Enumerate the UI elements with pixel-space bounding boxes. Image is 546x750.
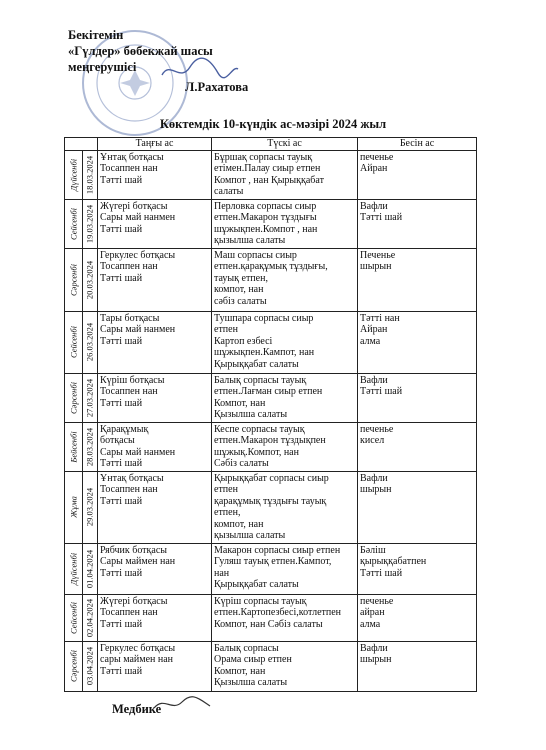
day-cell — [65, 199, 83, 248]
breakfast-cell — [98, 248, 212, 311]
day-cell — [65, 373, 83, 422]
lunch-item: Балық сорпасы тауық — [214, 374, 307, 386]
breakfast-item: Тәтті шай — [100, 272, 143, 284]
snack-item: Тәтті шай — [360, 386, 403, 397]
snack-cell — [358, 594, 477, 641]
lunch-item: етпен, — [214, 507, 241, 518]
day-label: Сәрсенбі — [67, 381, 78, 414]
lunch-item: Қызылша салаты — [214, 409, 288, 420]
lunch-item: Орама сиыр етпен — [214, 654, 292, 665]
date-cell — [83, 471, 98, 543]
date-label: 28.03.2024 — [84, 427, 95, 466]
breakfast-item: Тосаппен нан — [100, 484, 158, 495]
header-cell-breakfast: Таңғы ас — [98, 138, 212, 151]
nurse-label: Медбике — [112, 702, 162, 716]
snack-item: Тәтті шай — [360, 212, 403, 223]
lunch-cell — [212, 422, 358, 471]
lunch-item: етпен.Макарон тұздықпен — [214, 435, 326, 446]
snack-cell — [358, 543, 477, 594]
day-label: Сейсенбі — [67, 601, 78, 634]
lunch-item: салаты — [214, 186, 244, 197]
day-cell — [65, 594, 83, 641]
lunch-item: Маш сорпасы сиыр — [214, 249, 297, 261]
lunch-item: Компот, нан — [214, 397, 266, 409]
lunch-item: етпен.Картопезбесі,котлетпен — [214, 607, 342, 618]
lunch-item: қарақұмық тұздығы тауық — [214, 495, 327, 507]
lunch-item: Картоп езбесі — [214, 335, 273, 347]
header-cell-lunch: Түскі ас — [212, 138, 358, 151]
date-label: 20.03.2024 — [84, 260, 95, 299]
table-row — [65, 248, 477, 311]
document-title: Көктемдік 10-күндік ас-мәзірі 2024 жыл — [159, 117, 387, 131]
signer-name: Л.Рахатова — [185, 80, 249, 94]
date-label: 27.03.2024 — [84, 378, 95, 417]
lunch-item: Компот , нан Қырыққабат — [214, 174, 324, 186]
lunch-item: Перловка сорпасы сиыр — [214, 200, 317, 212]
date-cell — [83, 422, 98, 471]
date-label: 18.03.2024 — [84, 155, 95, 194]
date-label: 19.03.2024 — [84, 204, 95, 243]
snack-item: шырын — [360, 261, 392, 272]
snack-item: печенье — [360, 423, 394, 435]
lunch-item: сәбіз салаты — [214, 295, 267, 307]
lunch-item: Сәбіз салаты — [214, 458, 269, 469]
lunch-item: шұжықпен.Компот , нан — [214, 223, 318, 235]
snack-item: печенье — [360, 151, 394, 163]
breakfast-item: Сары май нанмен — [100, 212, 176, 223]
snack-item: Айран — [360, 163, 388, 174]
day-cell — [65, 248, 83, 311]
lunch-item: тауық етпен, — [214, 272, 268, 284]
snack-item: шырын — [360, 654, 392, 665]
table-row — [65, 641, 477, 691]
lunch-cell — [212, 311, 358, 373]
date-cell — [83, 641, 98, 691]
day-label: Бейсенбі — [67, 430, 78, 463]
snack-item: Тәтті нан — [360, 312, 400, 324]
breakfast-cell — [98, 594, 212, 641]
breakfast-item: Сары май нанмен — [100, 324, 176, 335]
breakfast-cell — [98, 373, 212, 422]
day-cell — [65, 422, 83, 471]
breakfast-item: Ұнтақ ботқасы — [100, 151, 164, 163]
breakfast-cell — [98, 311, 212, 373]
date-label: 01.04.2024 — [84, 549, 95, 588]
snack-item: Тәтті шай — [360, 567, 403, 579]
date-cell — [83, 150, 98, 199]
kindergarten-name: «Гүлдер» бөбекжай шасы — [68, 44, 213, 58]
table-row — [65, 594, 477, 641]
breakfast-item: Тәтті шай — [100, 665, 143, 677]
breakfast-item: Тәтті шай — [100, 335, 143, 347]
breakfast-cell — [98, 641, 212, 691]
table-row — [65, 199, 477, 248]
breakfast-cell — [98, 422, 212, 471]
lunch-item: Қырыққабат салаты — [214, 579, 299, 590]
lunch-item: Кеспе сорпасы тауық — [214, 423, 305, 435]
lunch-item: компот, нан — [214, 518, 264, 530]
table-header-row — [65, 138, 477, 151]
date-label: 26.03.2024 — [84, 322, 95, 362]
lunch-item: шұжық.Компот, нан — [214, 446, 299, 458]
snack-item: Айран — [360, 324, 388, 335]
day-label: Сейсенбі — [67, 207, 78, 240]
lunch-item: Компот, нан Сәбіз салаты — [214, 618, 323, 630]
snack-item: печенье — [360, 595, 394, 607]
breakfast-item: Жүгері ботқасы — [100, 595, 168, 607]
lunch-item: Компот, нан — [214, 665, 266, 677]
snack-item: Бәліш — [360, 544, 386, 556]
lunch-item: компот, нан — [214, 284, 264, 295]
lunch-item: етпен.Макарон тұздығы — [214, 212, 317, 223]
table-row — [65, 471, 477, 543]
table-row — [65, 422, 477, 471]
date-label: 29.03.2024 — [84, 487, 95, 527]
breakfast-item: Тәтті шай — [100, 618, 143, 630]
lunch-item: етпен — [214, 484, 238, 495]
snack-item: айран — [360, 607, 385, 618]
lunch-cell — [212, 248, 358, 311]
snack-item: Вафли — [360, 642, 388, 654]
lunch-item: Қызылша салаты — [214, 677, 288, 688]
lunch-item: етімен.Палау сиыр етпен — [214, 163, 321, 174]
breakfast-item: Тосаппен нан — [100, 386, 158, 397]
header-cell-snack: Бесін ас — [358, 138, 477, 151]
lunch-cell — [212, 199, 358, 248]
lunch-cell — [212, 543, 358, 594]
header-cell-day — [65, 138, 98, 151]
breakfast-item: Тары ботқасы — [100, 312, 160, 324]
snack-item: Вафли — [360, 472, 388, 484]
snack-cell — [358, 248, 477, 311]
breakfast-item: Тәтті шай — [100, 567, 143, 579]
lunch-item: Бұршақ сорпасы тауық — [214, 151, 313, 163]
breakfast-cell — [98, 471, 212, 543]
snack-item: шырын — [360, 484, 392, 495]
snack-cell — [358, 311, 477, 373]
day-cell — [65, 471, 83, 543]
lunch-item: етпен.Лағман сиыр етпен — [214, 386, 323, 397]
date-label: 02.04.2024 — [84, 598, 95, 637]
date-cell — [83, 543, 98, 594]
day-label: Сәрсенбі — [67, 263, 78, 296]
snack-cell — [358, 373, 477, 422]
snack-item: кисел — [360, 435, 385, 446]
breakfast-item: Тәтті шай — [100, 397, 143, 409]
date-label: 03.04.2024 — [84, 646, 95, 686]
day-cell — [65, 543, 83, 594]
date-cell — [83, 248, 98, 311]
lunch-item: Қырыққабат сорпасы сиыр — [214, 472, 329, 484]
table-row — [65, 543, 477, 594]
lunch-item: Макарон сорпасы сиыр етпен — [214, 544, 341, 556]
breakfast-item: Геркулес ботқасы — [100, 642, 176, 654]
day-cell — [65, 150, 83, 199]
lunch-item: қызылша салаты — [214, 530, 286, 541]
menu-table — [64, 137, 477, 692]
breakfast-item: Қарақұмық — [100, 423, 149, 435]
snack-item: Вафли — [360, 374, 388, 386]
lunch-item: Қырыққабат салаты — [214, 358, 299, 370]
table-row — [65, 311, 477, 373]
breakfast-item: Рябчик ботқасы — [100, 544, 168, 556]
day-cell — [65, 311, 83, 373]
breakfast-item: Тәтті шай — [100, 458, 143, 469]
lunch-item: Тушпара сорпасы сиыр — [214, 312, 314, 324]
breakfast-item: Сары маймен нан — [100, 556, 176, 567]
date-cell — [83, 373, 98, 422]
lunch-item: Гуляш тауық етпен.Кампот, — [214, 556, 332, 567]
head-position: меңгерушісі — [68, 60, 137, 74]
breakfast-item: Тосаппен нан — [100, 261, 158, 272]
lunch-cell — [212, 373, 358, 422]
breakfast-item: Ұнтақ ботқасы — [100, 472, 164, 484]
lunch-item: нан — [214, 567, 230, 579]
snack-item: алма — [360, 618, 381, 630]
lunch-item: Балық сорпасы — [214, 642, 279, 654]
snack-cell — [358, 422, 477, 471]
breakfast-cell — [98, 150, 212, 199]
nurse-signature-mark — [152, 694, 212, 714]
breakfast-item: сары маймен нан — [100, 654, 174, 665]
date-cell — [83, 311, 98, 373]
lunch-item: етпен.қарақұмық тұздығы, — [214, 261, 328, 272]
breakfast-item: Күріш ботқасы — [100, 374, 165, 386]
breakfast-cell — [98, 199, 212, 248]
breakfast-item: Тосаппен нан — [100, 163, 158, 174]
breakfast-item: Геркулес ботқасы — [100, 249, 176, 261]
breakfast-item: ботқасы — [100, 435, 135, 446]
lunch-cell — [212, 641, 358, 691]
date-cell — [83, 199, 98, 248]
breakfast-item: Тәтті шай — [100, 495, 143, 507]
snack-item: алма — [360, 335, 381, 347]
snack-cell — [358, 641, 477, 691]
breakfast-item: Тәтті шай — [100, 223, 143, 235]
lunch-cell — [212, 471, 358, 543]
day-label: Сәрсенбі — [67, 650, 78, 682]
day-label: Дүйсенбі — [67, 552, 78, 585]
table-row — [65, 150, 477, 199]
day-label: Дүйсенбі — [67, 158, 78, 191]
date-cell — [83, 594, 98, 641]
breakfast-item: Жүгері ботқасы — [100, 200, 168, 212]
breakfast-item: Сары май нанмен — [100, 446, 176, 458]
breakfast-item: Тәтті шай — [100, 174, 143, 186]
snack-item: қырыққабатпен — [360, 556, 427, 567]
breakfast-cell — [98, 543, 212, 594]
snack-cell — [358, 150, 477, 199]
day-label: Жұма — [67, 496, 78, 518]
lunch-item: етпен — [214, 324, 238, 335]
approval-label: Бекітемін — [68, 28, 124, 42]
snack-cell — [358, 471, 477, 543]
lunch-cell — [212, 594, 358, 641]
lunch-item: Күріш сорпасы тауық — [214, 595, 307, 607]
table-row — [65, 373, 477, 422]
lunch-item: қызылша салаты — [214, 235, 286, 246]
snack-cell — [358, 199, 477, 248]
breakfast-item: Тосаппен нан — [100, 607, 158, 618]
day-cell — [65, 641, 83, 691]
day-label: Сейсенбі — [67, 325, 78, 359]
lunch-item: шұжықпен.Кампот, нан — [214, 347, 315, 358]
lunch-cell — [212, 150, 358, 199]
snack-item: Вафли — [360, 200, 388, 212]
snack-item: Печенье — [360, 249, 396, 261]
